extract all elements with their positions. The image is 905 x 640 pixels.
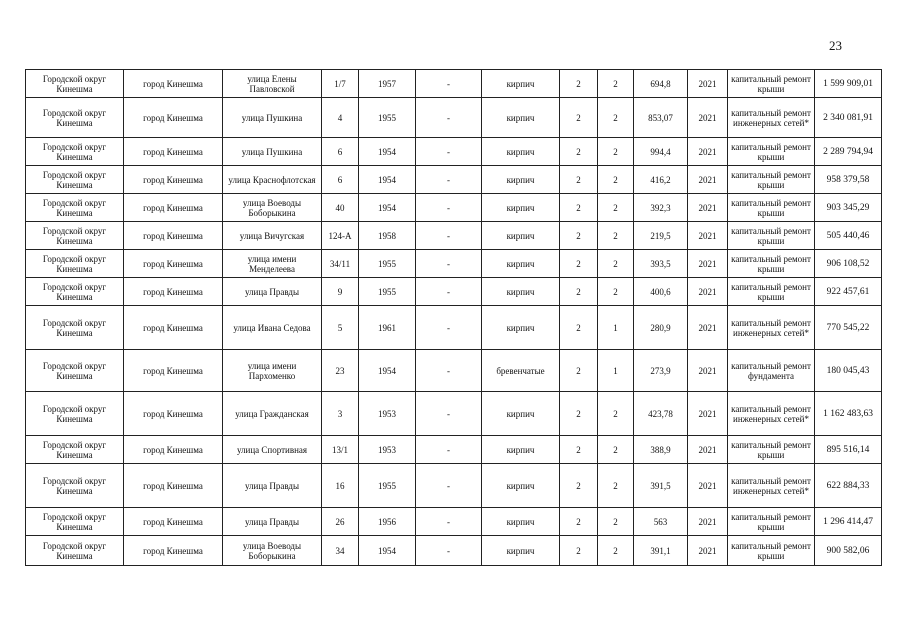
street-cell: улица Елены Павловской [223, 70, 322, 98]
city-cell: город Кинешма [124, 436, 223, 464]
house-number-cell: 124-А [322, 222, 359, 250]
floors-cell: 2 [560, 138, 598, 166]
house-number-cell: 40 [322, 194, 359, 222]
table-row [26, 222, 882, 250]
area-cell: 423,78 [634, 392, 688, 436]
work-type-cell: капитальный ремонт крыши [728, 222, 815, 250]
wall-material-cell: кирпич [482, 392, 560, 436]
wall-material-cell: кирпич [482, 464, 560, 508]
table-row [26, 392, 882, 436]
table-row [26, 464, 882, 508]
cost-cell: 622 884,33 [815, 464, 882, 508]
entrances-cell: 2 [598, 166, 634, 194]
area-cell: 416,2 [634, 166, 688, 194]
dash-cell: - [416, 350, 482, 392]
floors-cell: 2 [560, 278, 598, 306]
wall-material-cell: кирпич [482, 436, 560, 464]
plan-year-cell: 2021 [688, 436, 728, 464]
wall-material-cell: кирпич [482, 536, 560, 566]
plan-year-cell: 2021 [688, 350, 728, 392]
table-row [26, 166, 882, 194]
floors-cell: 2 [560, 222, 598, 250]
year-built-cell: 1957 [359, 70, 416, 98]
year-built-cell: 1953 [359, 436, 416, 464]
year-built-cell: 1955 [359, 464, 416, 508]
entrances-cell: 2 [598, 194, 634, 222]
plan-year-cell: 2021 [688, 70, 728, 98]
work-type-cell: капитальный ремонт крыши [728, 436, 815, 464]
entrances-cell: 2 [598, 392, 634, 436]
house-number-cell: 34/11 [322, 250, 359, 278]
work-type-cell: капитальный ремонт инженерных сетей* [728, 306, 815, 350]
district-cell: Городской округ Кинешма [26, 536, 124, 566]
cost-cell: 505 440,46 [815, 222, 882, 250]
plan-year-cell: 2021 [688, 250, 728, 278]
cost-cell: 1 599 909,01 [815, 70, 882, 98]
house-number-cell: 5 [322, 306, 359, 350]
house-number-cell: 26 [322, 508, 359, 536]
floors-cell: 2 [560, 70, 598, 98]
district-cell: Городской округ Кинешма [26, 194, 124, 222]
work-type-cell: капитальный ремонт крыши [728, 166, 815, 194]
work-type-cell: капитальный ремонт крыши [728, 138, 815, 166]
district-cell: Городской округ Кинешма [26, 98, 124, 138]
floors-cell: 2 [560, 464, 598, 508]
dash-cell: - [416, 306, 482, 350]
cost-cell: 180 045,43 [815, 350, 882, 392]
year-built-cell: 1956 [359, 508, 416, 536]
city-cell: город Кинешма [124, 138, 223, 166]
dash-cell: - [416, 98, 482, 138]
district-cell: Городской округ Кинешма [26, 436, 124, 464]
wall-material-cell: кирпич [482, 278, 560, 306]
cost-cell: 922 457,61 [815, 278, 882, 306]
house-number-cell: 34 [322, 536, 359, 566]
area-cell: 391,5 [634, 464, 688, 508]
city-cell: город Кинешма [124, 166, 223, 194]
dash-cell: - [416, 278, 482, 306]
street-cell: улица Правды [223, 278, 322, 306]
work-type-cell: капитальный ремонт крыши [728, 194, 815, 222]
entrances-cell: 2 [598, 138, 634, 166]
floors-cell: 2 [560, 166, 598, 194]
district-cell: Городской округ Кинешма [26, 508, 124, 536]
street-cell: улица Воеводы Боборыкина [223, 194, 322, 222]
dash-cell: - [416, 464, 482, 508]
area-cell: 400,6 [634, 278, 688, 306]
year-built-cell: 1954 [359, 166, 416, 194]
district-cell: Городской округ Кинешма [26, 306, 124, 350]
housing-repair-table [25, 69, 882, 566]
dash-cell: - [416, 166, 482, 194]
cost-cell: 906 108,52 [815, 250, 882, 278]
area-cell: 219,5 [634, 222, 688, 250]
wall-material-cell: кирпич [482, 250, 560, 278]
year-built-cell: 1958 [359, 222, 416, 250]
table-row [26, 306, 882, 350]
street-cell: улица Спортивная [223, 436, 322, 464]
entrances-cell: 2 [598, 278, 634, 306]
house-number-cell: 9 [322, 278, 359, 306]
table-row [26, 194, 882, 222]
cost-cell: 1 162 483,63 [815, 392, 882, 436]
plan-year-cell: 2021 [688, 306, 728, 350]
city-cell: город Кинешма [124, 392, 223, 436]
plan-year-cell: 2021 [688, 138, 728, 166]
plan-year-cell: 2021 [688, 536, 728, 566]
city-cell: город Кинешма [124, 250, 223, 278]
entrances-cell: 2 [598, 508, 634, 536]
year-built-cell: 1954 [359, 194, 416, 222]
dash-cell: - [416, 536, 482, 566]
work-type-cell: капитальный ремонт крыши [728, 250, 815, 278]
plan-year-cell: 2021 [688, 98, 728, 138]
dash-cell: - [416, 194, 482, 222]
area-cell: 391,1 [634, 536, 688, 566]
plan-year-cell: 2021 [688, 194, 728, 222]
cost-cell: 903 345,29 [815, 194, 882, 222]
wall-material-cell: кирпич [482, 222, 560, 250]
city-cell: город Кинешма [124, 278, 223, 306]
plan-year-cell: 2021 [688, 278, 728, 306]
entrances-cell: 1 [598, 350, 634, 392]
wall-material-cell: кирпич [482, 70, 560, 98]
wall-material-cell: кирпич [482, 138, 560, 166]
plan-year-cell: 2021 [688, 508, 728, 536]
plan-year-cell: 2021 [688, 222, 728, 250]
wall-material-cell: бревенчатые [482, 350, 560, 392]
floors-cell: 2 [560, 436, 598, 464]
city-cell: город Кинешма [124, 536, 223, 566]
entrances-cell: 2 [598, 536, 634, 566]
floors-cell: 2 [560, 508, 598, 536]
wall-material-cell: кирпич [482, 98, 560, 138]
street-cell: улица Краснофлотская [223, 166, 322, 194]
dash-cell: - [416, 392, 482, 436]
area-cell: 280,9 [634, 306, 688, 350]
area-cell: 994,4 [634, 138, 688, 166]
area-cell: 563 [634, 508, 688, 536]
house-number-cell: 6 [322, 138, 359, 166]
street-cell: улица Правды [223, 508, 322, 536]
street-cell: улица имени Менделеева [223, 250, 322, 278]
district-cell: Городской округ Кинешма [26, 350, 124, 392]
floors-cell: 2 [560, 194, 598, 222]
area-cell: 388,9 [634, 436, 688, 464]
street-cell: улица Пушкина [223, 138, 322, 166]
district-cell: Городской округ Кинешма [26, 278, 124, 306]
city-cell: город Кинешма [124, 98, 223, 138]
dash-cell: - [416, 250, 482, 278]
year-built-cell: 1954 [359, 536, 416, 566]
table-row [26, 70, 882, 98]
district-cell: Городской округ Кинешма [26, 222, 124, 250]
entrances-cell: 2 [598, 436, 634, 464]
cost-cell: 2 340 081,91 [815, 98, 882, 138]
wall-material-cell: кирпич [482, 194, 560, 222]
floors-cell: 2 [560, 536, 598, 566]
work-type-cell: капитальный ремонт крыши [728, 508, 815, 536]
table-row [26, 436, 882, 464]
dash-cell: - [416, 138, 482, 166]
district-cell: Городской округ Кинешма [26, 70, 124, 98]
city-cell: город Кинешма [124, 350, 223, 392]
district-cell: Городской округ Кинешма [26, 138, 124, 166]
entrances-cell: 2 [598, 98, 634, 138]
work-type-cell: капитальный ремонт инженерных сетей* [728, 464, 815, 508]
plan-year-cell: 2021 [688, 464, 728, 508]
page-number: 23 [829, 38, 842, 53]
table-row [26, 278, 882, 306]
floors-cell: 2 [560, 306, 598, 350]
table-row [26, 250, 882, 278]
wall-material-cell: кирпич [482, 306, 560, 350]
entrances-cell: 2 [598, 250, 634, 278]
city-cell: город Кинешма [124, 70, 223, 98]
house-number-cell: 1/7 [322, 70, 359, 98]
dash-cell: - [416, 436, 482, 464]
city-cell: город Кинешма [124, 194, 223, 222]
floors-cell: 2 [560, 250, 598, 278]
table-row [26, 508, 882, 536]
floors-cell: 2 [560, 98, 598, 138]
street-cell: улица Вичугская [223, 222, 322, 250]
cost-cell: 895 516,14 [815, 436, 882, 464]
city-cell: город Кинешма [124, 306, 223, 350]
district-cell: Городской округ Кинешма [26, 464, 124, 508]
district-cell: Городской округ Кинешма [26, 166, 124, 194]
house-number-cell: 3 [322, 392, 359, 436]
entrances-cell: 2 [598, 70, 634, 98]
table-row [26, 98, 882, 138]
area-cell: 694,8 [634, 70, 688, 98]
street-cell: улица Ивана Седова [223, 306, 322, 350]
entrances-cell: 1 [598, 306, 634, 350]
work-type-cell: капитальный ремонт крыши [728, 278, 815, 306]
table-row [26, 138, 882, 166]
district-cell: Городской округ Кинешма [26, 392, 124, 436]
house-number-cell: 4 [322, 98, 359, 138]
plan-year-cell: 2021 [688, 392, 728, 436]
area-cell: 393,5 [634, 250, 688, 278]
street-cell: улица имени Пархоменко [223, 350, 322, 392]
house-number-cell: 13/1 [322, 436, 359, 464]
work-type-cell: капитальный ремонт крыши [728, 70, 815, 98]
house-number-cell: 16 [322, 464, 359, 508]
cost-cell: 1 296 414,47 [815, 508, 882, 536]
area-cell: 853,07 [634, 98, 688, 138]
cost-cell: 2 289 794,94 [815, 138, 882, 166]
dash-cell: - [416, 508, 482, 536]
year-built-cell: 1953 [359, 392, 416, 436]
city-cell: город Кинешма [124, 222, 223, 250]
work-type-cell: капитальный ремонт крыши [728, 536, 815, 566]
work-type-cell: капитальный ремонт инженерных сетей* [728, 392, 815, 436]
street-cell: улица Правды [223, 464, 322, 508]
house-number-cell: 6 [322, 166, 359, 194]
entrances-cell: 2 [598, 464, 634, 508]
city-cell: город Кинешма [124, 508, 223, 536]
year-built-cell: 1955 [359, 278, 416, 306]
street-cell: улица Пушкина [223, 98, 322, 138]
cost-cell: 770 545,22 [815, 306, 882, 350]
floors-cell: 2 [560, 392, 598, 436]
year-built-cell: 1955 [359, 98, 416, 138]
wall-material-cell: кирпич [482, 166, 560, 194]
district-cell: Городской округ Кинешма [26, 250, 124, 278]
wall-material-cell: кирпич [482, 508, 560, 536]
street-cell: улица Воеводы Боборыкина [223, 536, 322, 566]
table-row [26, 350, 882, 392]
table-row [26, 536, 882, 566]
cost-cell: 900 582,06 [815, 536, 882, 566]
dash-cell: - [416, 70, 482, 98]
year-built-cell: 1955 [359, 250, 416, 278]
area-cell: 273,9 [634, 350, 688, 392]
year-built-cell: 1954 [359, 138, 416, 166]
area-cell: 392,3 [634, 194, 688, 222]
year-built-cell: 1954 [359, 350, 416, 392]
work-type-cell: капитальный ремонт фундамента [728, 350, 815, 392]
cost-cell: 958 379,58 [815, 166, 882, 194]
floors-cell: 2 [560, 350, 598, 392]
plan-year-cell: 2021 [688, 166, 728, 194]
house-number-cell: 23 [322, 350, 359, 392]
street-cell: улица Гражданская [223, 392, 322, 436]
year-built-cell: 1961 [359, 306, 416, 350]
work-type-cell: капитальный ремонт инженерных сетей* [728, 98, 815, 138]
entrances-cell: 2 [598, 222, 634, 250]
city-cell: город Кинешма [124, 464, 223, 508]
dash-cell: - [416, 222, 482, 250]
